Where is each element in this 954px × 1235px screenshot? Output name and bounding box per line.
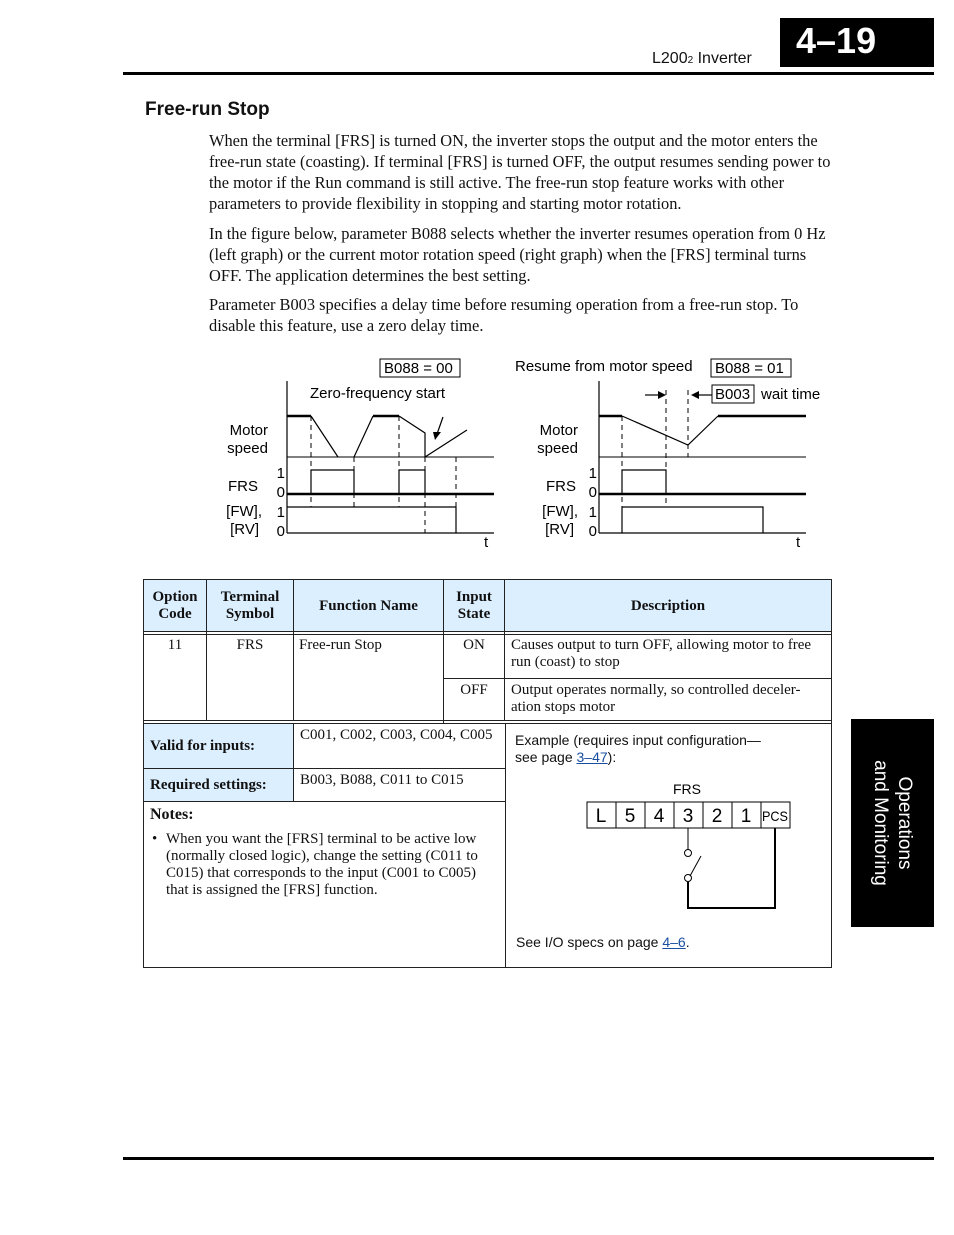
required-settings-value: B003, B088, C011 to C015 <box>300 772 464 788</box>
right-frs-level-1: 1 <box>588 465 597 482</box>
page-link-3-47[interactable]: 3–47 <box>576 749 608 765</box>
side-tab-label: Operations and Monitoring <box>870 760 915 886</box>
notes-title: Notes: <box>150 806 194 823</box>
section-title: Free-run Stop <box>145 99 270 120</box>
left-time-label: t <box>484 534 489 551</box>
left-fw-level-0: 0 <box>276 523 285 540</box>
left-frs-level-1: 1 <box>276 465 285 482</box>
terminal-L: L <box>595 806 607 827</box>
wait-time-label: wait time <box>761 386 821 403</box>
terminal-3: 3 <box>682 806 694 827</box>
notes-list <box>152 831 502 899</box>
left-annotation: Zero-frequency start <box>310 385 446 402</box>
right-time-label: t <box>796 534 801 551</box>
timing-diagram-figure <box>0 0 954 570</box>
paragraph-3: Parameter B003 specifies a delay time before resuming operation from a free-run stop. To disable this feature, use a zero delay time. <box>209 295 799 335</box>
terminal-symbol-cell: FRS <box>236 637 264 653</box>
header-option-code: Option Code <box>144 580 206 632</box>
input-state-on: ON <box>463 637 485 653</box>
left-frs-label: FRS <box>228 478 258 495</box>
function-table <box>143 579 832 968</box>
terminal-wiring-diagram <box>505 770 831 920</box>
description-on: Causes output to turn OFF, allowing motor to free run (coast) to stop <box>511 637 812 670</box>
document-title: L2002 Inverter <box>652 50 752 67</box>
required-settings-label: Required settings: <box>144 769 293 801</box>
chapter-side-tab <box>851 719 934 927</box>
valid-inputs-label: Valid for inputs: <box>144 724 293 768</box>
right-rv-label: [RV] <box>545 521 574 538</box>
right-fw-level-1: 1 <box>588 504 597 521</box>
function-name-cell: Free-run Stop <box>299 637 382 653</box>
terminal-2: 2 <box>711 806 723 827</box>
left-rv-label: [RV] <box>230 521 259 538</box>
terminal-4: 4 <box>653 806 665 827</box>
right-frs-level-0: 0 <box>588 484 597 501</box>
right-speed-label: speed <box>537 440 578 457</box>
terminal-5: 5 <box>624 806 636 827</box>
page-link-4-6[interactable]: 4–6 <box>662 934 686 950</box>
right-fw-label: [FW], <box>542 503 578 520</box>
example-text: Example (requires input configuration— see page 3–47): <box>515 732 761 765</box>
right-motor-label: Motor <box>539 422 578 439</box>
header-function-name: Function Name <box>294 580 443 632</box>
left-fw-label: [FW], <box>226 503 262 520</box>
bullet-icon: • <box>152 831 158 847</box>
header-terminal-symbol: Terminal Symbol <box>207 580 293 632</box>
left-speed-label: speed <box>227 440 268 457</box>
header-description: Description <box>505 580 831 632</box>
terminal-1: 1 <box>740 806 752 827</box>
paragraph-1: When the terminal [FRS] is turned ON, the inverter stops the output and the motor enters the free-run state (coasting). If terminal [FRS] is turned OFF, the output resumes sending power to the motor if the Run command is still active. The free-run stop feature works with other parameters to provide flexibility in stopping and starting motor rotation. <box>209 131 831 213</box>
right-graph-title: Resume from motor speed <box>515 358 693 375</box>
right-fw-level-0: 0 <box>588 523 597 540</box>
terminal-PCS: PCS <box>762 808 788 824</box>
left-param-box: B088 = 00 <box>384 360 453 377</box>
option-code-cell: 11 <box>167 637 183 653</box>
io-specs-text: See I/O specs on page 4–6. <box>516 934 690 950</box>
header-input-state: Input State <box>444 580 504 632</box>
paragraph-2: In the figure below, parameter B088 selects whether the inverter resumes operation from 0 Hz (left graph) or the current motor rotation speed (right graph) when the [FRS] terminal turns OFF. The application determines the best setting. <box>209 224 826 285</box>
left-fw-level-1: 1 <box>276 504 285 521</box>
input-state-off: OFF <box>460 682 488 698</box>
left-frs-level-0: 0 <box>276 484 285 501</box>
valid-inputs-value: C001, C002, C003, C004, C005 <box>300 727 493 743</box>
right-param-box: B088 = 01 <box>715 360 784 377</box>
frs-terminal-label: FRS <box>673 781 701 797</box>
note-item: When you want the [FRS] terminal to be active low (normally closed logic), change the setting (C011 to C015) that corresponds to the input (C001 to C005) that is assigned the [FRS] function. <box>166 831 478 898</box>
right-frs-label: FRS <box>546 478 576 495</box>
footer-rule <box>123 1157 934 1160</box>
left-motor-label: Motor <box>229 422 268 439</box>
description-off: Output operates normally, so controlled deceler-ation stops motor <box>511 682 801 715</box>
wait-param-box: B003 <box>715 386 751 403</box>
page-number: 4–19 <box>780 18 934 67</box>
